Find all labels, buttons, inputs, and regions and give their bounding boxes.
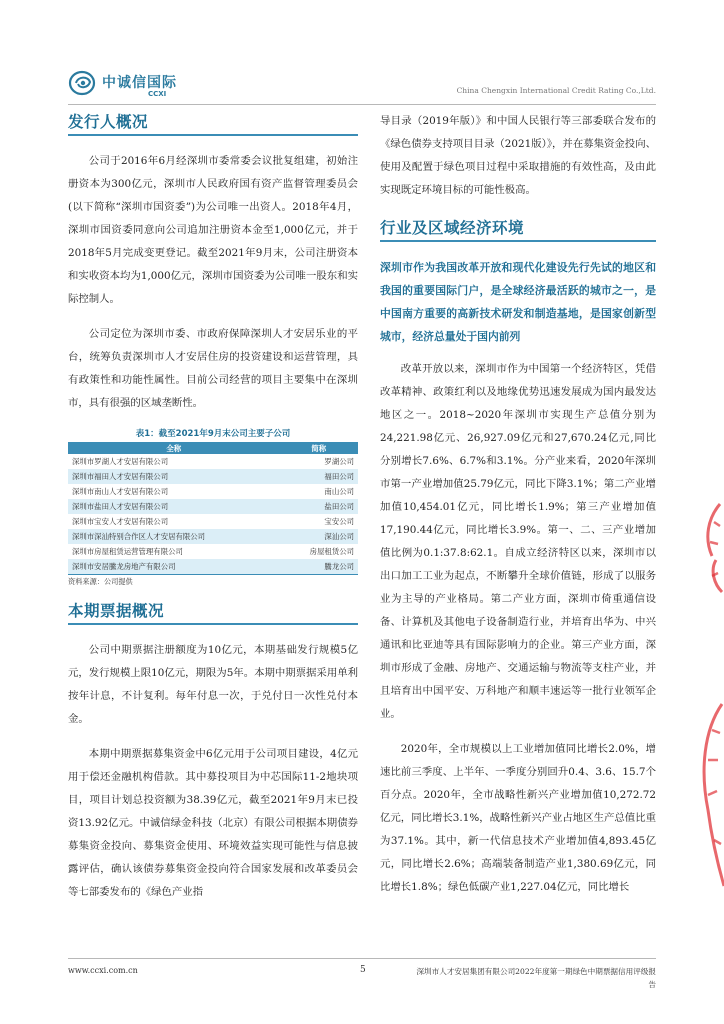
section-title-underline <box>380 240 656 242</box>
table-cell-shortname: 宝安公司 <box>324 517 354 526</box>
section-title-underline <box>68 623 358 625</box>
red-seal-stamp-icon <box>690 700 724 890</box>
table-header-fullname: 全称 <box>68 442 279 454</box>
right-column <box>380 110 656 899</box>
table-row <box>68 559 358 574</box>
left-column <box>68 110 358 904</box>
continued-paragraph: 导目录（2019年版）》和中国人民银行等三部委联合发布的《绿色债券支持项目目录（2021版）》，并在募集资金投向、使用及配置于绿色项目过程中采取措施的有效性高，及由此实现既定环境目标的可能性极高。 <box>380 115 656 196</box>
table-row <box>68 529 358 544</box>
table-row <box>68 469 358 484</box>
table-title: 表1：截至2021年9月末公司主要子公司 <box>135 429 291 439</box>
table-cell-shortname: 罗湖公司 <box>324 457 354 466</box>
table-cell-fullname: 深圳市南山人才安居有限公司 <box>72 487 169 496</box>
table-cell-fullname: 深圳市深汕特别合作区人才安居有限公司 <box>68 529 279 544</box>
table-cell-fullname: 深圳市房屋租赁运营管理有限公司 <box>72 547 183 556</box>
issuer-paragraph: 公司定位为深圳市委、市政府保障深圳人才安居乐业的平台，统筹负责深圳市人才安居住房的投资建设和运营管理，具有政策性和功能性属性。目前公司经营的项目主要集中在深圳市，具有很强的区域垄断性。 <box>68 328 358 409</box>
company-english-name: China Chengxin International Credit Rating Co.,Ltd. <box>456 86 656 95</box>
section-title-underline <box>68 134 358 136</box>
page-number: 5 <box>360 965 366 975</box>
table-cell-shortname: 騰龙公司 <box>279 559 358 574</box>
economy-paragraph: 2020年，全市规模以上工业增加值同比增长2.0%，增速比前三季度、上半年、一季度分别回升0.4、3.6、15.7个百分点。2020年，全市战略性新兴产业增加值10,272.72亿元，同比增长3.1%，战略性新兴产业占地区生产总值比重为37.1%。其中，新一代信息技术产业增加值4,893.45亿元，同比增长2.6%；高端装备制造产业1,380.69亿元，同比增长1.8%；绿色低碳产业1,227.04亿元，同比增长 <box>380 743 656 893</box>
ccxi-logo-icon <box>68 70 98 96</box>
table-cell-shortname: 盐田公司 <box>279 499 358 514</box>
table-cell-fullname: 深圳市福田人才安居有限公司 <box>68 469 279 484</box>
ccxi-logo <box>68 66 208 100</box>
footer-website-link[interactable]: www.ccxi.com.cn <box>68 966 138 975</box>
section-title-industry: 行业及区域经济环境 <box>380 219 525 237</box>
footer-document-title: 深圳市人才安居集团有限公司2022年度第一期绿色中期票据信用评级报告 <box>416 967 656 989</box>
economy-paragraph: 改革开放以来，深圳市作为中国第一个经济特区，凭借改革精神、政策红利以及地缘优势迅速发展成为国内最发达地区之一。2018~2020年深圳市实现生产总值分别为24,221.98亿元、26,927.09亿元和27,670.24亿元,同比分别增长7.6%、6.7%和3.1%。分产业来看，2020年深圳市第一产业增加值25.79亿元，同比下降3.1%；第二产业增加值10,454.01亿元，同比增长1.9%；第三产业增加值17,190.44亿元，同比增长3.9%。第一、二、三产业增加值比例为0.1:37.8:62.1。自成立经济特区以来，深圳市以出口加工工业为起点，不断攀升全球价值链，形成了以服务业为主导的产业格局。第二产业方面，深圳市倚重通信设备、计算机及其他电子设备制造行业，并培育出华为、中兴通讯和比亚迪等具有国际影响力的企业。第三产业方面，深圳市形成了金融、房地产、交通运输与物流等支柱产业，并且培育出中国平安、万科地产和顺丰速运等一批行业领军企业。 <box>380 363 656 720</box>
page-footer <box>68 958 656 998</box>
table-header-shortname: 简称 <box>279 442 358 454</box>
issuer-paragraph: 公司于2016年6月经深圳市委常委会议批复组建，初始注册资本为300亿元，深圳市人民政府国有资产监督管理委员会(以下简称“深圳市国资委”)为公司唯一出资人。2018年4月，深圳市国资委同意向公司追加注册资本金至1,000亿元，并于2018年5月完成变更登记。截至2021年9月末，公司注册资本和实收资本均为1,000亿元，深圳市国资委为公司唯一股东和实际控制人。 <box>68 155 358 305</box>
page-header <box>68 66 656 106</box>
table-row <box>68 454 358 469</box>
header-divider <box>68 104 656 105</box>
logo-english-text: CCXI <box>148 90 167 98</box>
table-cell-fullname: 深圳市宝安人才安居有限公司 <box>72 517 169 526</box>
notes-paragraph: 本期中期票据募集资金中6亿元用于公司项目建设，4亿元用于偿还金融机构借款。其中募投项目为中芯国际11-2地块项目，项目计划总投资额为38.39亿元，截至2021年9月末已投资13.92亿元。中诚信绿金科技（北京）有限公司根据本期债券募集资金投向、募集资金使用、环境效益实现可能性与信息披露评估，确认该债券募集资金投向符合国家发展和改革委员会等七部委发布的《绿色产业指 <box>68 747 358 898</box>
table-row <box>68 514 358 529</box>
red-seal-stamp-icon <box>690 498 724 598</box>
table-row <box>68 484 358 499</box>
footer-divider <box>68 958 656 959</box>
subsidiaries-table <box>68 442 358 575</box>
section-title-notes: 本期票据概况 <box>68 601 165 620</box>
table-cell-fullname: 深圳市罗湖人才安居有限公司 <box>72 457 169 466</box>
key-point-callout: 深圳市作为我国改革开放和现代化建设先行先试的地区和我国的重要国际门户，是全球经济最活跃的城市之一，是中国南方重要的高新技术研发和制造基地，是国家创新型城市，经济总量处于国内前列 <box>380 261 656 343</box>
table-cell-fullname: 深圳市安居騰龙房地产有限公司 <box>68 559 279 574</box>
table-source-note: 资料来源：公司提供 <box>68 576 133 586</box>
table-row <box>68 499 358 514</box>
table-cell-shortname: 南山公司 <box>324 487 354 496</box>
section-title-issuer: 发行人概况 <box>68 113 149 131</box>
table-cell-shortname: 深汕公司 <box>279 529 358 544</box>
table-row <box>68 544 358 559</box>
table-cell-shortname: 福田公司 <box>279 469 358 484</box>
notes-paragraph: 公司中期票据注册额度为10亿元，本期基础发行规模5亿元，发行规模上限10亿元，期限为5年。本期中期票据采用单利按年计息，不计复利。每年付息一次，于兑付日一次性兑付本金。 <box>68 643 358 725</box>
table-header-row <box>68 442 358 454</box>
table-cell-fullname: 深圳市盐田人才安居有限公司 <box>68 499 279 514</box>
logo-chinese-text: 中诚信国际 <box>102 75 177 91</box>
table-cell-shortname: 房屋租赁公司 <box>309 547 354 556</box>
